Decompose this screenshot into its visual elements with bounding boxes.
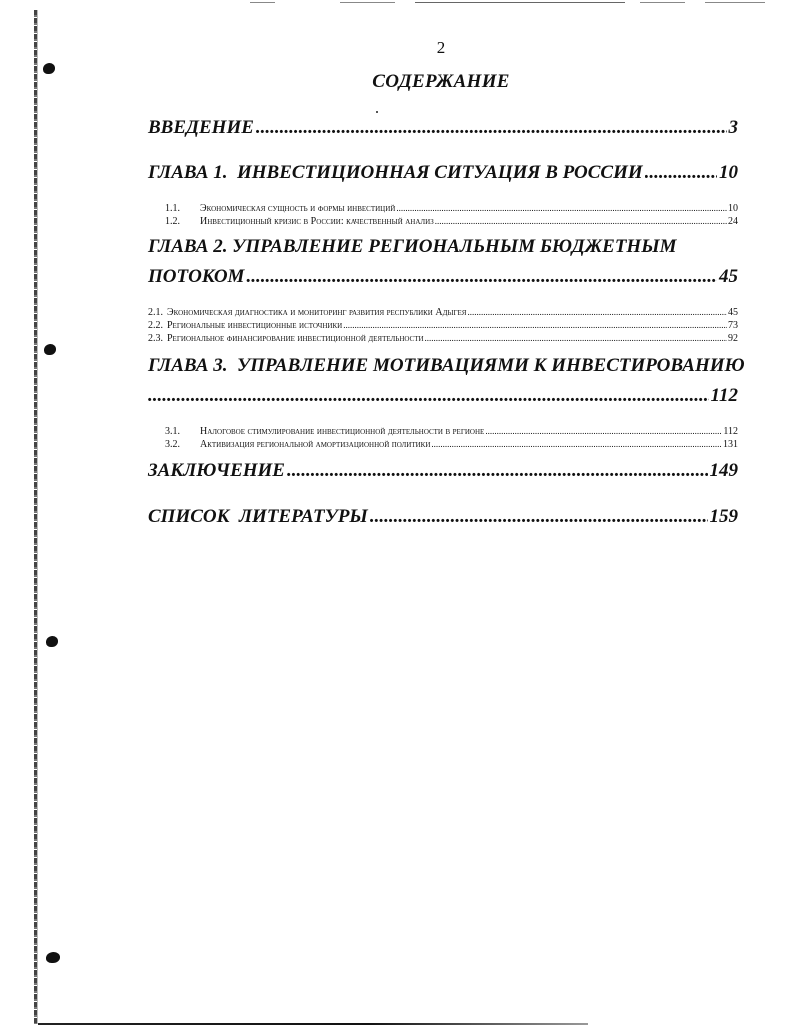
section-page: 112 (723, 426, 738, 437)
dot-leader (256, 117, 727, 139)
toc-entry-page: 3 (728, 117, 738, 138)
section-page: 131 (723, 439, 738, 450)
dot-leader (287, 460, 708, 482)
section-number: 1.2. (165, 216, 180, 227)
scan-top-edge (340, 2, 395, 3)
punch-hole-mark (46, 952, 60, 963)
section-page: 10 (728, 203, 738, 214)
dot-leader (467, 306, 727, 318)
toc-entry-conclusion[interactable] (148, 460, 738, 482)
toc-section-2-1[interactable] (148, 306, 738, 319)
toc-section-2-2[interactable] (148, 319, 738, 332)
toc-section-2-3[interactable] (148, 332, 738, 345)
toc-entry-bibliography[interactable] (148, 506, 738, 528)
dot-leader (485, 425, 722, 437)
section-number: 2.3. (148, 333, 163, 344)
section-label: Экономическая сущность и формы инвестиций (200, 203, 396, 214)
section-label: Инвестиционный кризис в России: качественный анализ (200, 216, 434, 227)
section-number: 2.2. (148, 320, 163, 331)
dot-leader (435, 215, 727, 227)
section-label: Налоговое стимулирование инвестиционной деятельности в регионе (200, 426, 485, 437)
page-number: 2 (436, 38, 446, 57)
toc-entry-label: СПИСОК ЛИТЕРАТУРЫ (148, 506, 368, 527)
toc-entry-chapter-2-line1[interactable] (148, 236, 738, 258)
toc-entry-page: 149 (709, 460, 738, 481)
scan-top-edge (415, 2, 625, 3)
dot-leader (370, 506, 708, 528)
toc-entry-chapter-2[interactable] (148, 266, 738, 288)
scan-top-edge (250, 2, 275, 3)
toc-entry-label: ЗАКЛЮЧЕНИЕ (148, 460, 285, 481)
toc-entry-chapter-3-line1[interactable] (148, 355, 745, 377)
section-label: Активизация региональной амортизационной политики (200, 439, 431, 450)
toc-entry-chapter-3[interactable] (148, 385, 738, 407)
dot-leader (396, 202, 727, 214)
section-page: 73 (728, 320, 738, 331)
toc-entry-page: 159 (709, 506, 738, 527)
scan-speck (376, 111, 378, 113)
toc-entry-label: ГЛАВА 2. УПРАВЛЕНИЕ РЕГИОНАЛЬНЫМ БЮДЖЕТНЫМ (148, 236, 677, 257)
dot-leader (148, 385, 709, 407)
dot-leader (425, 332, 727, 344)
scan-top-edge (705, 2, 765, 3)
toc-section-1-1[interactable] (165, 202, 738, 215)
dot-leader (343, 319, 727, 331)
toc-entry-chapter-1[interactable] (148, 162, 738, 184)
scan-binding-edge-secondary (37, 10, 38, 1024)
dot-leader (431, 438, 722, 450)
page-title: СОДЕРЖАНИЕ (372, 71, 510, 92)
punch-hole-mark (44, 344, 56, 355)
toc-entry-label: ГЛАВА 1. ИНВЕСТИЦИОННАЯ СИТУАЦИЯ В РОССИИ (148, 162, 643, 183)
section-page: 45 (728, 307, 738, 318)
toc-entry-page: 112 (710, 385, 738, 406)
section-label: Региональные инвестиционные источники (167, 320, 343, 331)
dot-leader (645, 162, 717, 184)
section-label: Экономическая диагностика и мониторинг развития республики Адыгея (167, 307, 467, 318)
toc-entry-page: 45 (719, 266, 738, 287)
section-number: 2.1. (148, 307, 163, 318)
dot-leader (246, 266, 717, 288)
toc-entry-label: ВВЕДЕНИЕ (148, 117, 254, 138)
punch-hole-mark (46, 636, 58, 647)
scan-bottom-edge (38, 1023, 588, 1025)
section-page: 92 (728, 333, 738, 344)
scan-top-edge (640, 2, 685, 3)
section-number: 3.2. (165, 439, 180, 450)
section-number: 1.1. (165, 203, 180, 214)
section-number: 3.1. (165, 426, 180, 437)
toc-entry-label: ГЛАВА 3. УПРАВЛЕНИЕ МОТИВАЦИЯМИ К ИНВЕСТИРОВАНИЮ (148, 355, 745, 376)
section-page: 24 (728, 216, 738, 227)
toc-entry-introduction[interactable] (148, 117, 738, 139)
section-label: Региональное финансирование инвестиционной деятельности (167, 333, 424, 344)
toc-section-3-1[interactable] (165, 425, 738, 438)
toc-entry-page: 10 (719, 162, 738, 183)
toc-section-3-2[interactable] (165, 438, 738, 451)
toc-section-1-2[interactable] (165, 215, 738, 228)
toc-entry-label: ПОТОКОМ (148, 266, 245, 287)
